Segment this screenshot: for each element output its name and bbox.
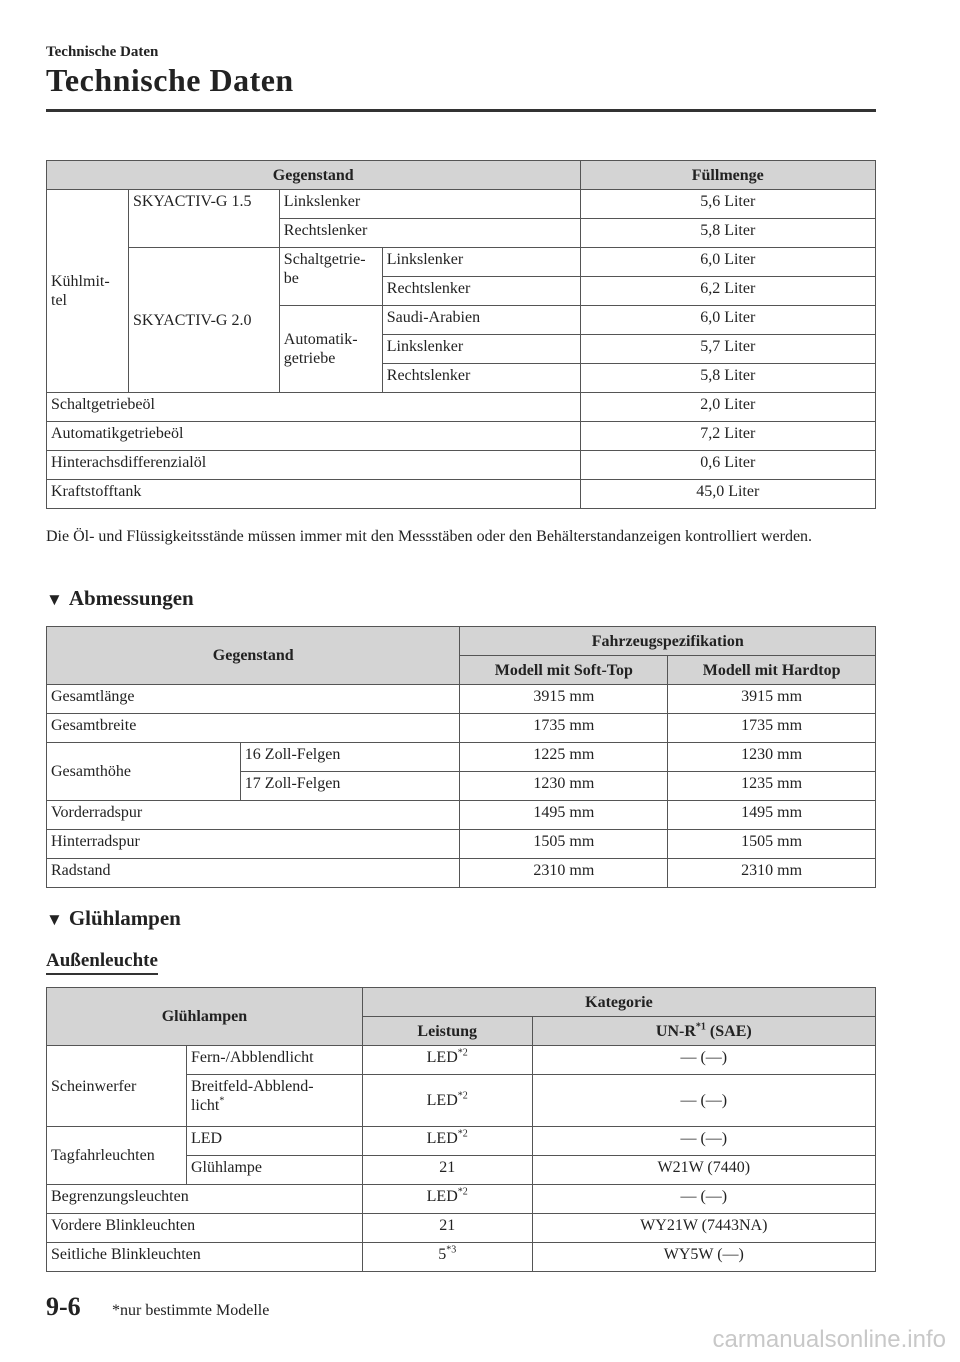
steering-label: Rechtslenker <box>279 219 580 248</box>
fluid-capacity-table <box>46 160 876 509</box>
footnote-marker: *3 <box>446 1244 457 1256</box>
section-heading-bulbs <box>46 906 181 931</box>
table-row <box>47 248 876 277</box>
header-unr <box>532 1017 875 1046</box>
quantity-value: 5,7 Liter <box>580 335 876 364</box>
footnote: *nur bestimmte Modelle <box>112 1302 270 1319</box>
title-rule <box>46 109 876 112</box>
table-row <box>47 190 876 219</box>
subsection-heading: Außenleuchte <box>46 950 158 975</box>
category-value: — (—) <box>532 1075 875 1127</box>
led-label: LED <box>426 1049 458 1066</box>
fluid-note: Die Öl- und Flüssigkeitsstände müssen immer mit den Messstäben oder den Behälterstandanzeigen kontrolliert werden. <box>46 528 813 545</box>
coolant-label: Kühlmit- tel <box>47 190 129 393</box>
power-value <box>362 1185 532 1214</box>
dimension-label: Radstand <box>47 859 460 888</box>
steering-label: Rechtslenker <box>382 277 580 306</box>
power-value <box>362 1127 532 1156</box>
table-row <box>47 1046 876 1075</box>
footnote-marker: *1 <box>695 1021 706 1033</box>
footnote-marker: *2 <box>457 1047 468 1059</box>
softtop-value: 1735 mm <box>460 714 668 743</box>
table-header-row <box>47 161 876 190</box>
market-label: Saudi-Arabien <box>382 306 580 335</box>
quantity-value: 5,6 Liter <box>580 190 876 219</box>
dimension-label: Gesamtlänge <box>47 685 460 714</box>
power-value <box>362 1075 532 1127</box>
power-number: 5 <box>438 1246 447 1263</box>
quantity-value: 45,0 Liter <box>580 480 876 509</box>
section-title: Abmessungen <box>68 586 194 610</box>
table-row <box>47 393 876 422</box>
table-row <box>47 1214 876 1243</box>
table-header-row <box>47 988 876 1017</box>
category-value: W21W (7440) <box>532 1156 875 1185</box>
quantity-value: 5,8 Liter <box>580 219 876 248</box>
table-row <box>47 422 876 451</box>
header-quantity: Füllmenge <box>580 161 876 190</box>
page-number: 9-6 <box>46 1292 81 1321</box>
triangle-down-icon: ▼ <box>46 590 63 609</box>
table-row <box>47 743 876 772</box>
hardtop-value: 1230 mm <box>668 743 876 772</box>
wheel-label: 17 Zoll-Felgen <box>240 772 460 801</box>
led-label: LED <box>426 1130 458 1147</box>
category-value: WY5W (―) <box>532 1243 875 1272</box>
softtop-value: 1505 mm <box>460 830 668 859</box>
hardtop-value: 2310 mm <box>668 859 876 888</box>
table-row <box>47 1127 876 1156</box>
triangle-down-icon: ▼ <box>46 910 63 929</box>
engine-label: SKYACTIV-G 1.5 <box>128 190 279 248</box>
bulb-label: Fern-/Abblendlicht <box>186 1046 362 1075</box>
header-item: Gegenstand <box>47 627 460 685</box>
bulb-label: Seitliche Blinkleuchten <box>47 1243 363 1272</box>
steering-label: Linkslenker <box>382 335 580 364</box>
led-label: LED <box>426 1188 458 1205</box>
table-row <box>47 830 876 859</box>
hardtop-value: 1505 mm <box>668 830 876 859</box>
quantity-value: 5,8 Liter <box>580 364 876 393</box>
bulb-group-label: Tagfahrleuchten <box>47 1127 187 1185</box>
header-hardtop: Modell mit Hardtop <box>668 656 876 685</box>
footnote-marker: * <box>219 1095 225 1107</box>
page-title: Technische Daten <box>46 62 294 98</box>
hardtop-value: 3915 mm <box>668 685 876 714</box>
table-row <box>47 714 876 743</box>
power-value <box>362 1046 532 1075</box>
footnote-marker: *2 <box>457 1186 468 1198</box>
table-row <box>47 1243 876 1272</box>
hardtop-value: 1495 mm <box>668 801 876 830</box>
dimension-label: Vorderradspur <box>47 801 460 830</box>
fluid-label: Automatikgetriebeöl <box>47 422 581 451</box>
bulb-label: Vordere Blinkleuchten <box>47 1214 363 1243</box>
bulbs-table <box>46 987 876 1272</box>
table-row <box>47 480 876 509</box>
header-power: Leistung <box>362 1017 532 1046</box>
quantity-value: 0,6 Liter <box>580 451 876 480</box>
dimension-label: Gesamtbreite <box>47 714 460 743</box>
quantity-value: 7,2 Liter <box>580 422 876 451</box>
power-value <box>362 1243 532 1272</box>
softtop-value: 3915 mm <box>460 685 668 714</box>
table-row <box>47 685 876 714</box>
watermark: carmanualsonline.info <box>712 1326 946 1353</box>
header-spec: Fahrzeugspezifikation <box>460 627 876 656</box>
header-item: Gegenstand <box>47 161 581 190</box>
quantity-value: 6,0 Liter <box>580 248 876 277</box>
table-header-row <box>47 627 876 656</box>
category-value: — (—) <box>532 1185 875 1214</box>
bulb-label: Glühlampe <box>186 1156 362 1185</box>
engine-label: SKYACTIV-G 2.0 <box>128 248 279 393</box>
power-value: 21 <box>362 1156 532 1185</box>
hardtop-value: 1735 mm <box>668 714 876 743</box>
section-heading-dimensions <box>46 586 194 611</box>
running-header: Technische Daten <box>46 44 159 60</box>
softtop-value: 1495 mm <box>460 801 668 830</box>
fluid-label: Hinterachsdifferenzialöl <box>47 451 581 480</box>
table-row <box>47 859 876 888</box>
unr-label: UN-R <box>655 1022 696 1040</box>
steering-label: Linkslenker <box>279 190 580 219</box>
fluid-label: Schaltgetriebeöl <box>47 393 581 422</box>
bulb-label-text: Breitfeld-Abblend- licht <box>190 1078 314 1114</box>
footnote-marker: *2 <box>457 1128 468 1140</box>
bulb-label <box>186 1075 362 1127</box>
wheel-label: 16 Zoll-Felgen <box>240 743 460 772</box>
hardtop-value: 1235 mm <box>668 772 876 801</box>
led-label: LED <box>426 1092 458 1109</box>
table-row <box>47 801 876 830</box>
steering-label: Rechtslenker <box>382 364 580 393</box>
bulb-group-label: Scheinwerfer <box>47 1046 187 1127</box>
transmission-label: Automatik- getriebe <box>279 306 382 393</box>
bulb-label: Begrenzungsleuchten <box>47 1185 363 1214</box>
quantity-value: 6,0 Liter <box>580 306 876 335</box>
table-row <box>47 451 876 480</box>
quantity-value: 6,2 Liter <box>580 277 876 306</box>
transmission-label: Schaltgetrie- be <box>279 248 382 306</box>
table-row <box>47 1185 876 1214</box>
sae-label: (SAE) <box>705 1022 752 1040</box>
category-value: — (—) <box>532 1046 875 1075</box>
category-value: — (—) <box>532 1127 875 1156</box>
section-title: Glühlampen <box>68 906 181 930</box>
steering-label: Linkslenker <box>382 248 580 277</box>
bulb-label: LED <box>186 1127 362 1156</box>
softtop-value: 2310 mm <box>460 859 668 888</box>
dimension-label: Gesamthöhe <box>47 743 241 801</box>
softtop-value: 1230 mm <box>460 772 668 801</box>
quantity-value: 2,0 Liter <box>580 393 876 422</box>
header-category: Kategorie <box>362 988 875 1017</box>
header-softtop: Modell mit Soft-Top <box>460 656 668 685</box>
footnote-marker: *2 <box>457 1090 468 1102</box>
softtop-value: 1225 mm <box>460 743 668 772</box>
category-value: WY21W (7443NA) <box>532 1214 875 1243</box>
dimension-label: Hinterradspur <box>47 830 460 859</box>
fluid-label: Kraftstofftank <box>47 480 581 509</box>
header-bulbs: Glühlampen <box>47 988 363 1046</box>
dimensions-table <box>46 626 876 888</box>
power-value: 21 <box>362 1214 532 1243</box>
